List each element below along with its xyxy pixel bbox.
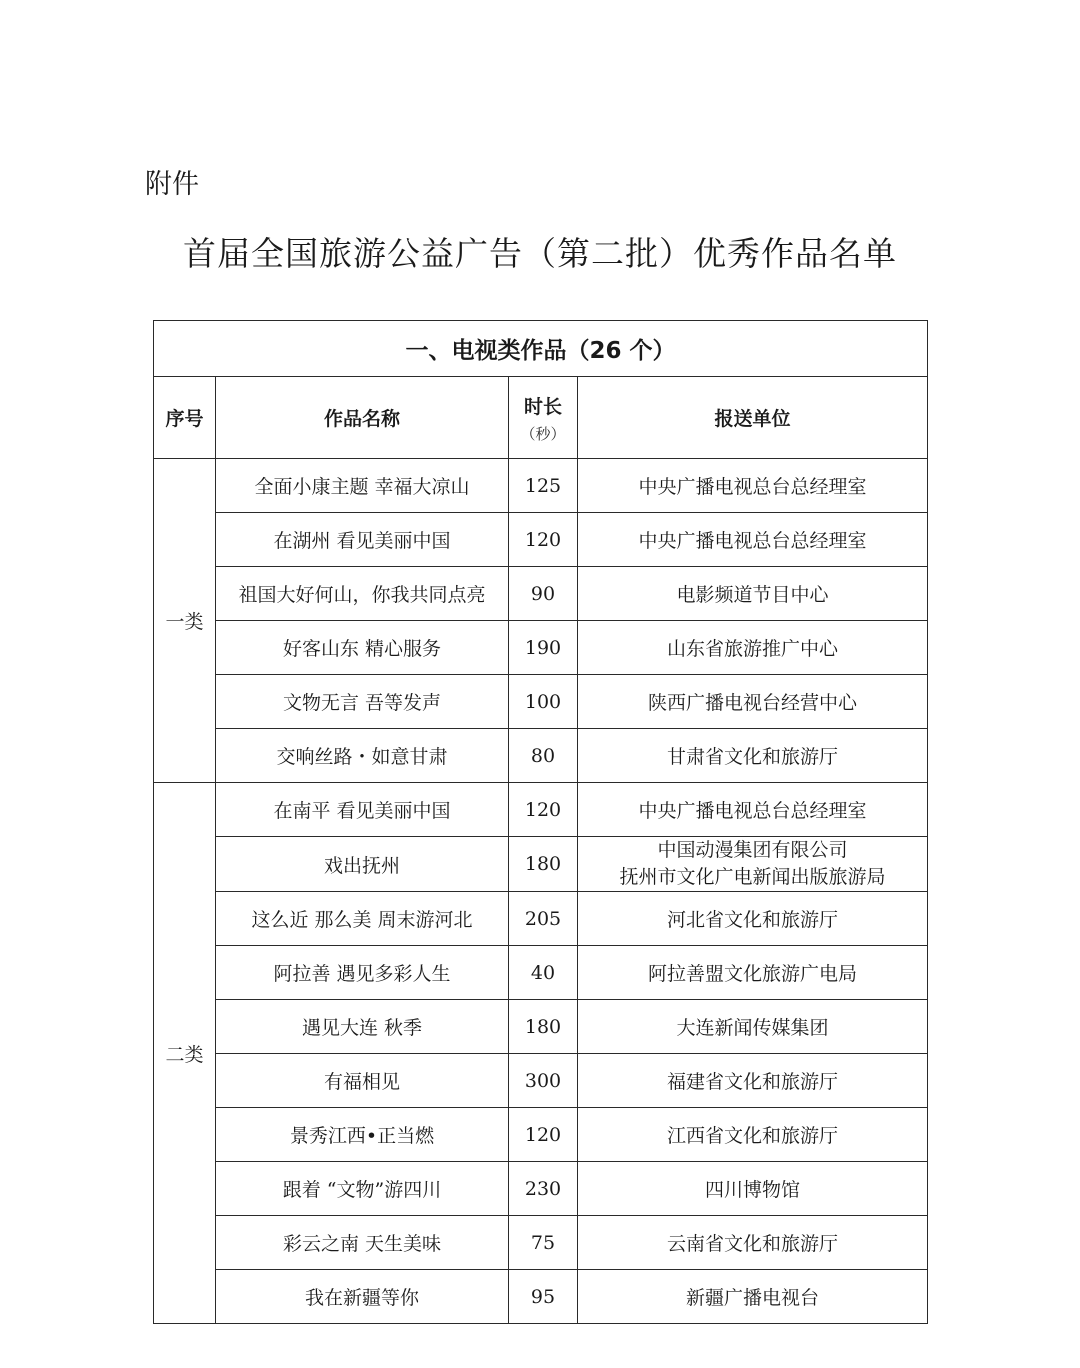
header-duration <box>509 377 578 459</box>
header-index: 序号 <box>154 377 216 459</box>
work-duration: 300 <box>509 1054 578 1108</box>
work-duration: 230 <box>509 1162 578 1216</box>
work-name: 戏出抚州 <box>216 837 509 892</box>
work-unit-line-1: 中国动漫集团有限公司 <box>657 839 848 861</box>
work-unit: 新疆广播电视台 <box>578 1270 928 1324</box>
work-duration: 120 <box>509 513 578 567</box>
work-duration: 40 <box>509 946 578 1000</box>
work-unit: 大连新闻传媒集团 <box>578 1000 928 1054</box>
work-unit: 山东省旅游推广中心 <box>578 621 928 675</box>
work-unit: 中央广播电视总台总经理室 <box>578 783 928 837</box>
work-name: 在南平 看见美丽中国 <box>216 783 509 837</box>
work-unit: 江西省文化和旅游厅 <box>578 1108 928 1162</box>
attachment-label: 附件 <box>145 169 199 200</box>
section-title: 一、电视类作品（26 个） <box>154 321 928 377</box>
work-unit <box>578 837 928 892</box>
work-name: 景秀江西•正当燃 <box>216 1108 509 1162</box>
work-duration: 100 <box>509 675 578 729</box>
header-duration-label: 时长 <box>523 395 562 418</box>
work-name: 全面小康主题 幸福大凉山 <box>216 459 509 513</box>
work-unit: 云南省文化和旅游厅 <box>578 1216 928 1270</box>
work-unit: 阿拉善盟文化旅游广电局 <box>578 946 928 1000</box>
table-row <box>154 513 928 567</box>
header-duration-unit: （秒） <box>520 424 566 443</box>
category-2: 二类 <box>154 783 216 1324</box>
work-name: 有福相见 <box>216 1054 509 1108</box>
work-duration: 80 <box>509 729 578 783</box>
work-unit: 中央广播电视总台总经理室 <box>578 459 928 513</box>
work-duration: 180 <box>509 1000 578 1054</box>
works-table <box>153 320 928 1324</box>
work-unit: 四川博物馆 <box>578 1162 928 1216</box>
work-unit: 中央广播电视总台总经理室 <box>578 513 928 567</box>
table-row <box>154 1054 928 1108</box>
work-duration: 205 <box>509 892 578 946</box>
work-name: 在湖州 看见美丽中国 <box>216 513 509 567</box>
work-name: 彩云之南 天生美味 <box>216 1216 509 1270</box>
work-unit: 河北省文化和旅游厅 <box>578 892 928 946</box>
work-duration: 75 <box>509 1216 578 1270</box>
work-duration: 120 <box>509 783 578 837</box>
table-row <box>154 837 928 892</box>
work-name: 交响丝路・如意甘肃 <box>216 729 509 783</box>
work-name: 这么近 那么美 周末游河北 <box>216 892 509 946</box>
table-row <box>154 1270 928 1324</box>
table-row <box>154 729 928 783</box>
work-unit: 甘肃省文化和旅游厅 <box>578 729 928 783</box>
table-row <box>154 675 928 729</box>
work-unit: 福建省文化和旅游厅 <box>578 1054 928 1108</box>
table-row <box>154 1000 928 1054</box>
table-row <box>154 946 928 1000</box>
work-name: 文物无言 吾等发声 <box>216 675 509 729</box>
work-duration: 125 <box>509 459 578 513</box>
table-row <box>154 892 928 946</box>
header-name: 作品名称 <box>216 377 509 459</box>
work-duration: 95 <box>509 1270 578 1324</box>
work-name: 我在新疆等你 <box>216 1270 509 1324</box>
table-row <box>154 1216 928 1270</box>
work-unit: 电影频道节目中心 <box>578 567 928 621</box>
work-name: 阿拉善 遇见多彩人生 <box>216 946 509 1000</box>
category-1: 一类 <box>154 459 216 783</box>
work-name: 遇见大连 秋季 <box>216 1000 509 1054</box>
table-row <box>154 1162 928 1216</box>
header-unit: 报送单位 <box>578 377 928 459</box>
work-duration: 180 <box>509 837 578 892</box>
document-title: 首届全国旅游公益广告（第二批）优秀作品名单 <box>183 234 897 273</box>
table-row <box>154 1108 928 1162</box>
work-unit: 陕西广播电视台经营中心 <box>578 675 928 729</box>
work-name: 祖国大好何山，你我共同点亮 <box>216 567 509 621</box>
work-duration: 90 <box>509 567 578 621</box>
work-duration: 120 <box>509 1108 578 1162</box>
work-name: 好客山东 精心服务 <box>216 621 509 675</box>
work-unit-line-2: 抚州市文化广电新闻出版旅游局 <box>619 866 886 888</box>
table-row <box>154 783 928 837</box>
table-row <box>154 621 928 675</box>
work-name: 跟着 “文物”游四川 <box>216 1162 509 1216</box>
work-duration: 190 <box>509 621 578 675</box>
table-row <box>154 567 928 621</box>
table-row <box>154 459 928 513</box>
